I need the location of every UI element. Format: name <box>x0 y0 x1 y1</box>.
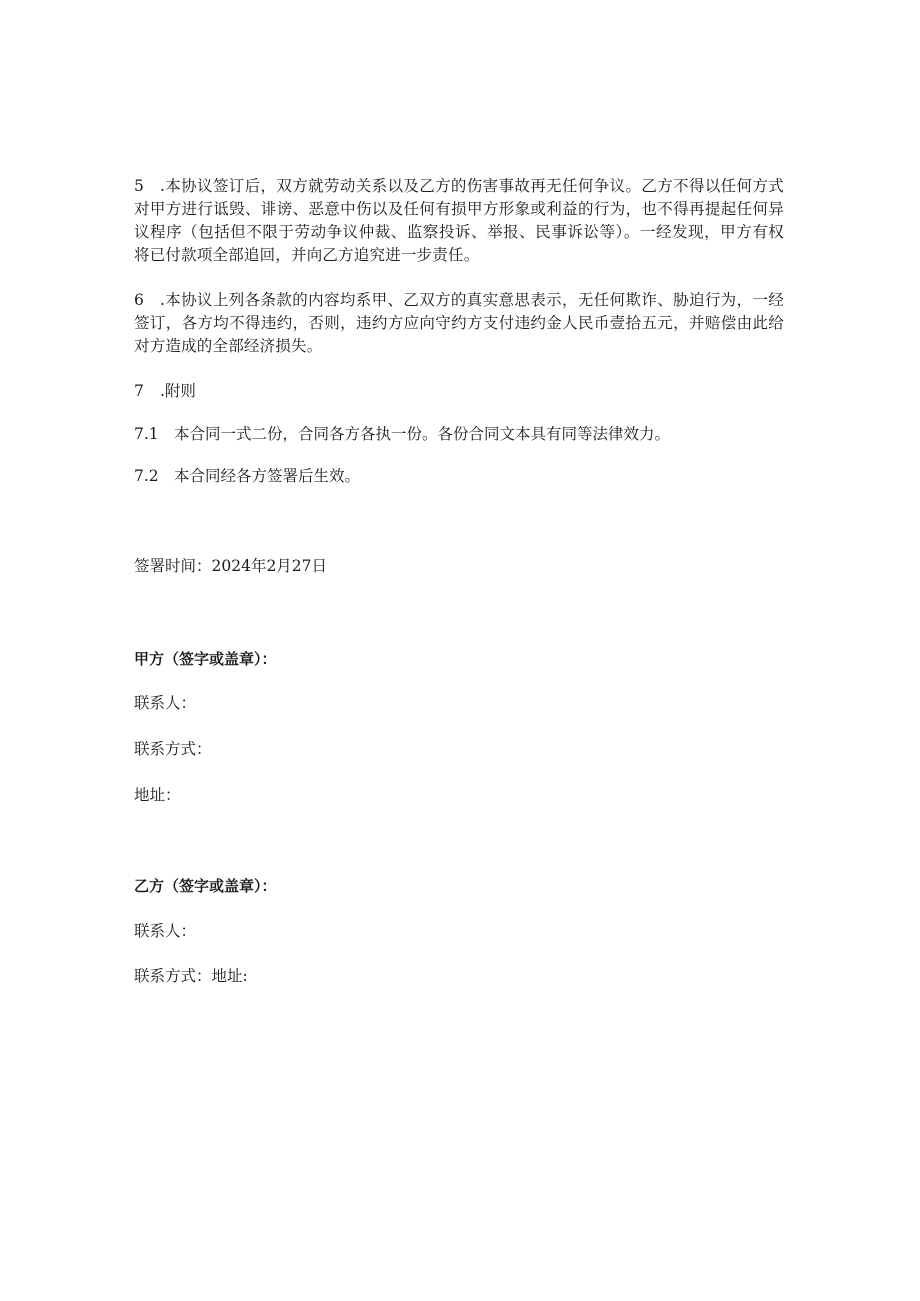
clause-6-number: 6 <box>134 291 145 309</box>
clause-6-text: .本协议上列各条款的内容均系甲、乙双方的真实意思表示，无任何欺诈、胁迫行为，一经签订，各方均不得违约，否则，违约方应向守约方支付违约金人民币壹拾五元，并赔偿由此给对方造成的全部经济损失。 <box>134 291 784 355</box>
party-a-contact-person: 联系人： <box>134 694 197 712</box>
clause-5-number: 5 <box>134 177 145 195</box>
clause-7-number: 7 <box>134 382 144 400</box>
subclause-7-1-text: 本合同一式二份，合同各方各执一份。各份合同文本具有同等法律效力。 <box>174 425 671 443</box>
subclause-7-1 <box>134 423 670 446</box>
clause-5 <box>134 175 784 267</box>
party-a-heading: 甲方（签字或盖章）： <box>134 650 277 668</box>
clause-7-text: .附则 <box>160 382 196 400</box>
signing-time: 签署时间：2024年2月27日 <box>134 557 328 575</box>
party-a-contact-method: 联系方式： <box>134 740 212 758</box>
clause-7 <box>134 380 196 403</box>
subclause-7-2-text: 本合同经各方签署后生效。 <box>174 467 361 485</box>
clause-5-text: .本协议签订后，双方就劳动关系以及乙方的伤害事故再无任何争议。乙方不得以任何方式对甲方进行诋毁、诽谤、恶意中伤以及任何有损甲方形象或利益的行为，也不得再提起任何异议程序（包括但不限于劳动争议仲裁、监察投诉、举报、民事诉讼等）。一经发现，甲方有权将已付款项全部追回，并向乙方追究进一步责任。 <box>134 177 784 264</box>
subclause-7-2-number: 7.2 <box>134 467 159 485</box>
party-a-address: 地址： <box>134 786 181 804</box>
party-b-heading: 乙方（签字或盖章）： <box>134 877 277 895</box>
subclause-7-1-number: 7.1 <box>134 425 159 443</box>
party-b-contact-person: 联系人： <box>134 922 197 940</box>
subclause-7-2 <box>134 465 360 488</box>
party-b-contact-method-address: 联系方式：地址: <box>134 967 248 985</box>
clause-6 <box>134 289 784 358</box>
